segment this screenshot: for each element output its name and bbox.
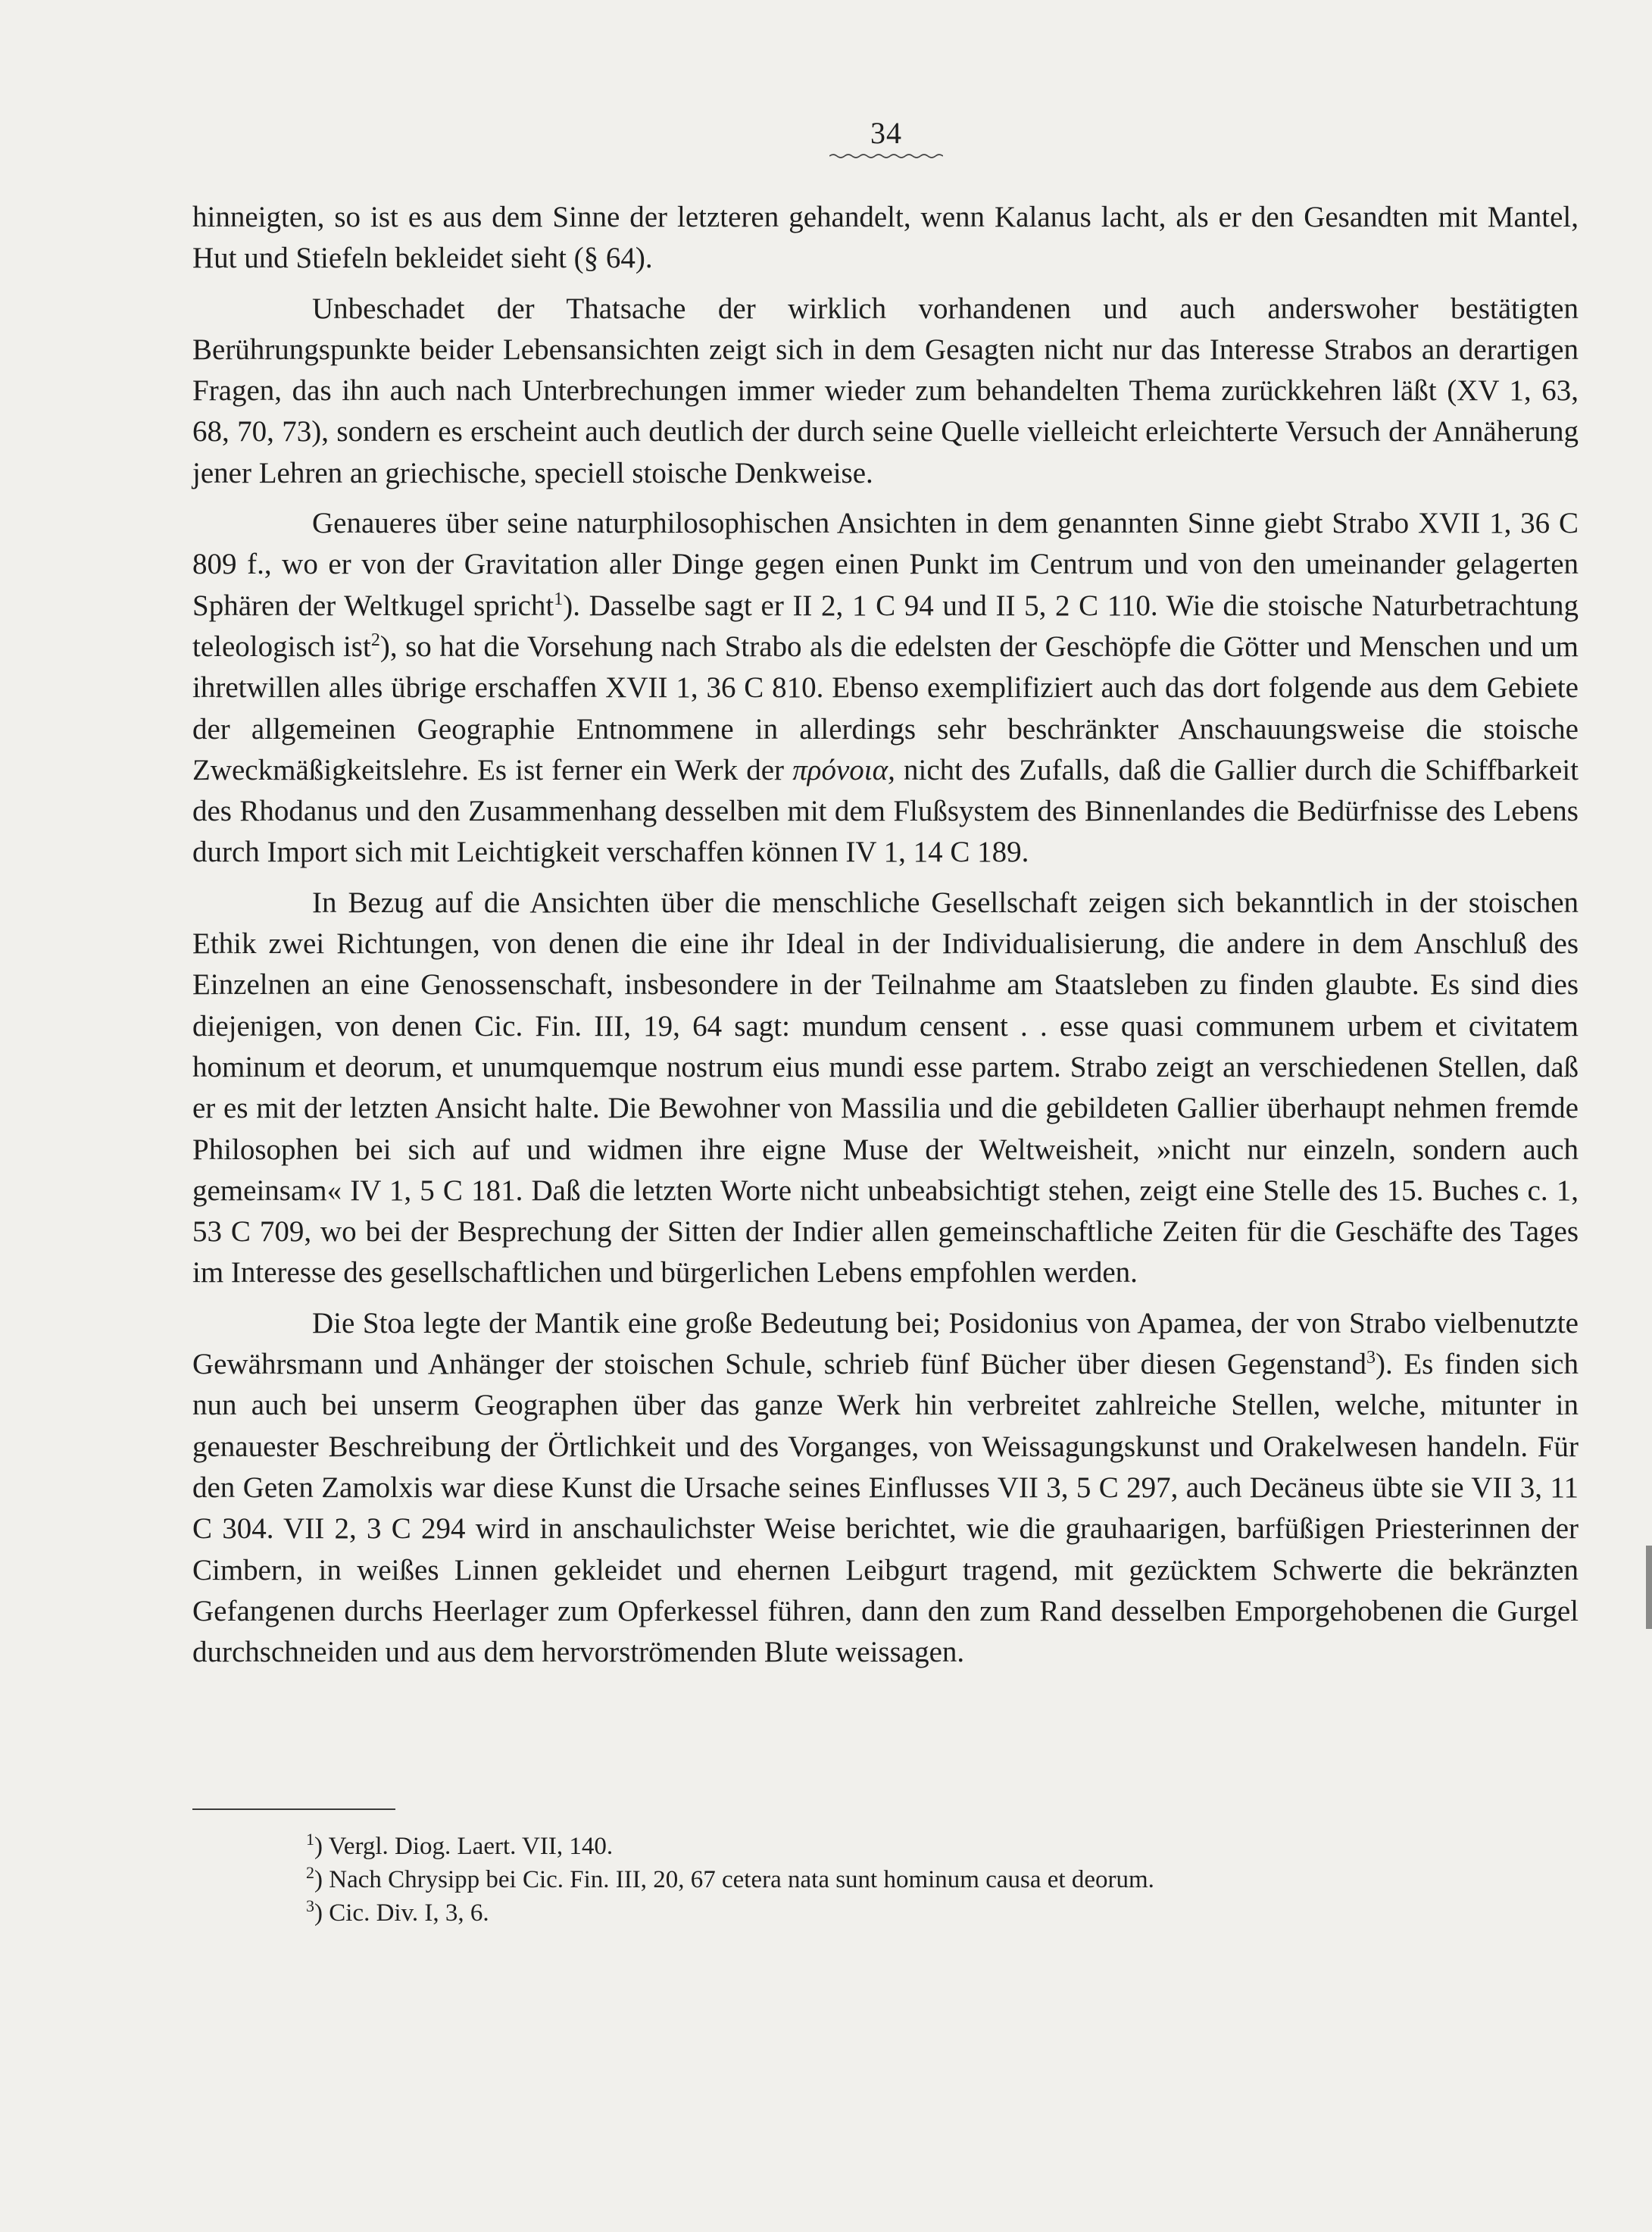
footnote-ref-2: 2 <box>370 630 380 650</box>
footnote-1 <box>306 1830 1579 1863</box>
paragraph-4: In Bezug auf die Ansichten über die menschliche Gesellschaft zeigen sich bekanntlich in der stoischen Ethik zwei Richtungen, von denen die eine ihr Ideal in der Individualisierung, die andere in dem Anschluß des Einzelnen an eine Genossenschaft, insbesondere in der Teilnahme am Staatsleben zu finden glaubte. Es sind dies diejenigen, von denen Cic. Fin. III, 19, 64 sagt: mundum censent . . esse quasi communem urbem et civitatem hominum et deorum, et unumquemque nostrum eius mundi esse partem. Strabo zeigt an verschiedenen Stellen, daß er es mit der letzten Ansicht halte. Die Bewohner von Massilia und die gebildeten Gallier überhaupt nehmen fremde Philosophen bei sich auf und widmen ihre eigne Muse der Weltweisheit, »nicht nur einzeln, sondern auch gemeinsam« IV 1, 5 C 181. Daß die letzten Worte nicht unbeabsichtigt stehen, zeigt eine Stelle des 15. Buches c. 1, 53 C 709, wo bei der Besprechung der Sitten der Indier allen gemeinschaftliche Zeiten für die Geschäfte des Tages im Interesse des gesellschaftlichen und bürgerlichen Lebens empfohlen werden. <box>192 886 1579 1289</box>
paragraph-3-text-a: Genaueres über seine naturphilosophischen Ansichten in dem genannten Sinne giebt Strabo XVII 1, 36 C 809 f., wo er von der Gravitation aller Dinge gegen einen Punkt im Centrum und von den umeinander gelagerten Sphären der Weltkugel spricht <box>192 507 1579 622</box>
paragraph-3-text-b: ). Dasselbe sagt er II 2, 1 C 94 und II 5, 2 C 110. Wie die stoische Naturbetrachtung teleologisch ist <box>192 589 1579 663</box>
body-text <box>192 197 1579 1673</box>
page-number-ornament-rule <box>829 153 943 159</box>
footnote-mark: 3 <box>306 1896 314 1915</box>
footnotes <box>306 1830 1579 1930</box>
footnote-3 <box>306 1896 1579 1930</box>
page-header <box>822 115 951 159</box>
footnote-ref-1: 1 <box>554 589 564 609</box>
footnote-text: ) Vergl. Diog. Laert. VII, 140. <box>314 1833 614 1860</box>
footnote-text: ) Cic. Div. I, 3, 6. <box>314 1899 489 1927</box>
footnote-ref-3: 3 <box>1366 1348 1376 1368</box>
paragraph-2: Unbeschadet der Thatsache der wirklich vorhandenen und auch anderswoher bestätigten Berührungspunkte beider Lebensansichten zeigt sich in dem Gesagten nicht nur das Interesse Strabos an derartigen Fragen, das ihn auch nach Unterbrechungen immer wieder zum behandelten Thema zurückkehren läßt (XV 1, 63, 68, 70, 73), sondern es erscheint auch deutlich der durch seine Quelle vielleicht erleichterte Versuch der Annäherung jener Lehren an griechische, speciell stoische Denkweise. <box>192 292 1579 489</box>
paragraph-3-text-c: ), so hat die Vorsehung nach Strabo als die edelsten der Geschöpfe die Götter und Menschen und um ihretwillen alles übrige erschaffen XVII 1, 36 C 810. Ebenso exemplifiziert auch das dort folgende aus dem Gebiete der allgemeinen Geographie Entnommene in allerdings sehr beschränkter Anschauungsweise die stoische Zweckmäßigkeitslehre. Es ist ferner ein Werk der <box>192 630 1579 786</box>
footnote-mark: 2 <box>306 1863 314 1882</box>
footnote-2 <box>306 1863 1579 1896</box>
greek-term-pronoia: πρόνοια, <box>792 753 895 786</box>
paragraph-5-text-a: Die Stoa legte der Mantik eine große Bedeutung bei; Posidonius von Apamea, der von Strabo vielbenutzte Gewährsmann und Anhänger der stoischen Schule, schrieb fünf Bücher über diesen Gegenstand <box>192 1306 1579 1381</box>
footnote-divider <box>192 1808 395 1810</box>
page-number: 34 <box>870 116 902 150</box>
footnote-text: ) Nach Chrysipp bei Cic. Fin. III, 20, 67 cetera nata sunt hominum causa et deorum. <box>314 1866 1154 1893</box>
paragraph-5 <box>192 1303 1579 1674</box>
paragraph-3 <box>192 503 1579 874</box>
footnote-mark: 1 <box>306 1830 314 1849</box>
scan-edge-mark <box>1646 1546 1652 1629</box>
paragraph-5-text-b: ). Es finden sich nun auch bei unserm Geographen über das ganze Werk hin verbreitet zahlreiche Stellen, welche, mitunter in genauester Beschreibung der Örtlichkeit und des Vorganges, von Weissagungskunst und Orakelwesen handeln. Für den Geten Zamolxis war diese Kunst die Ursache seines Einflusses VII 3, 5 C 297, auch Decäneus übte sie VII 3, 11 C 304. VII 2, 3 C 294 wird in anschaulichster Weise berichtet, wie die grauhaarigen, barfüßigen Priesterinnen der Cimbern, in weißes Linnen gekleidet und ehernen Leibgurt tragend, mit gezücktem Schwerte die bekränzten Gefangenen durchs Heerlager zum Opferkessel führen, dann den zum Rand desselben Emporgehobenen die Gurgel durchschneiden und aus dem hervorströmenden Blute weissagen. <box>192 1348 1579 1669</box>
paragraph-3-text-d: nicht des Zufalls, daß die Gallier durch die Schiffbarkeit des Rhodanus und den Zusammenhang desselben mit dem Flußsystem des Binnenlandes die Bedürfnisse des Lebens durch Import sich mit Leichtigkeit verschaffen können IV 1, 14 C 189. <box>192 753 1579 869</box>
paragraph-1: hinneigten, so ist es aus dem Sinne der letzteren gehandelt, wenn Kalanus lacht, als er den Gesandten mit Mantel, Hut und Stiefeln bekleidet sieht (§ 64). <box>192 201 1579 275</box>
